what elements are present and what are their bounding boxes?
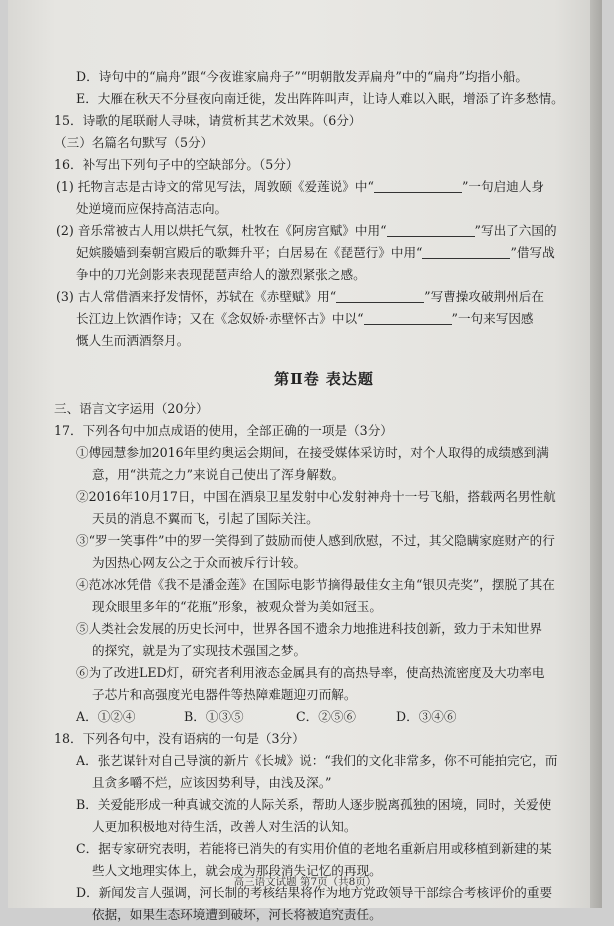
q16-item-2-cont2: 争中的刀光剑影来表现琵琶声给人的激烈紧张之感。 xyxy=(76,267,366,282)
question-17-stem: 17．下列各句中加点成语的使用，全部正确的一项是（3分） xyxy=(54,423,393,438)
q18-option-a-cont: 且贪多嚼不烂，应该因势利导，由浅及深。” xyxy=(92,775,332,790)
q17-sentence-6: ⑥为了改进LED灯，研究者利用液态金属具有的高热导率，使高热流密度及大功率电 xyxy=(76,665,545,680)
q16-item-3-cont2: 慨人生而洒酒祭月。 xyxy=(76,333,190,348)
q17-sentence-2-cont: 天员的消息不翼而飞，引起了国际关注。 xyxy=(92,511,319,526)
q18-option-a: A．张艺谋针对自己导演的新片《长城》说：“我们的文化非常多，你不可能拍完它，而 xyxy=(76,753,558,768)
question-15: 15．诗歌的尾联耐人寻味，请赏析其艺术效果。（6分） xyxy=(54,113,362,128)
q16-item-2: (2) 音乐常被古人用以烘托气氛，杜牧在《阿房宫赋》中用“ ”写出了六国的 xyxy=(56,223,557,238)
q16-item-3: (3) 古人常借酒来抒发情怀，苏轼在《赤壁赋》用“ ”写曹操攻破荆州后在 xyxy=(56,289,544,304)
q17-option-b: B．①③⑤ xyxy=(184,709,244,724)
question-18-stem: 18．下列各句中，没有语病的一句是（3分） xyxy=(54,731,305,746)
q17-sentence-2: ②2016年10月17日，中国在酒泉卫星发射中心发射神舟十一号飞船，搭载两名男性航 xyxy=(76,489,556,504)
fill-blank xyxy=(387,223,475,237)
q17-sentence-5-cont: 的探究，就是为了实现技术强国之梦。 xyxy=(92,643,307,658)
q17-options xyxy=(54,706,594,728)
q16-item-1: (1) 托物言志是古诗文的常见写法，周敦颐《爱莲说》中“ ”一句启迪人身 xyxy=(56,179,544,194)
q16-item-3-cont: 长江边上饮酒作诗；又在《念奴娇·赤壁怀古》中以“ ”一句来写因感 xyxy=(76,311,534,326)
q18-option-d: D．新闻发言人强调，河长制的考核结果将作为地方党政领导干部综合考核评价的重要 xyxy=(76,885,553,900)
q17-option-c: C．②⑤⑥ xyxy=(296,709,357,724)
q17-sentence-6-cont: 子芯片和高强度光电器件等热障难题迎刃而解。 xyxy=(92,687,357,702)
fill-blank xyxy=(422,245,510,259)
q14-option-e: E．大雁在秋天不分昼夜向南迁徙，发出阵阵叫声，让诗人难以入眠，增添了许多愁情。 xyxy=(76,91,564,106)
q17-sentence-4-cont: 现众眼里多年的“花瓶”形象，被观众誉为美如冠玉。 xyxy=(92,599,382,614)
q14-option-d: D．诗句中的“扁舟”跟“今夜谁家扁舟子”“明朝散发弄扁舟”中的“扁舟”均指小船。 xyxy=(76,69,529,84)
q17-sentence-3-cont: 为因热心网友公之于众而被斥行计较。 xyxy=(92,555,307,570)
q18-option-b: B．关爱能形成一种真诚交流的人际关系，帮助人逐步脱离孤独的困境，同时，关爱使 xyxy=(76,797,552,812)
q17-sentence-1-cont: 意，用“洪荒之力”来说自己使出了浑身解数。 xyxy=(92,467,345,482)
q17-sentence-1: ①傅园慧参加2016年里约奥运会期间，在接受媒体采访时，对个人取得的成绩感到满 xyxy=(76,445,549,460)
q18-option-b-cont: 人更加积极地对待生活，改善人对生活的认知。 xyxy=(92,819,357,834)
section-language-heading: 三、语言文字运用（20分） xyxy=(54,401,209,416)
page-content xyxy=(54,66,594,926)
q17-sentence-3: ③“罗一笑事件”中的罗一笑得到了鼓励而使人感到欣慰，不过，其父隐瞒家庭财产的行 xyxy=(76,533,555,548)
q18-option-c: C．据专家研究表明，若能将已消失的有实用价值的老地名重新启用或移植到新建的某 xyxy=(76,841,552,856)
fill-blank xyxy=(364,311,452,325)
exam-page xyxy=(8,0,602,922)
q16-item-2-cont: 妃嫔媵嫱到秦朝宫殿后的歌舞升平；白居易在《琵琶行》中用“ ”借写战 xyxy=(76,245,555,260)
q17-sentence-5: ⑤人类社会发展的历史长河中，世界各国不遗余力地推进科技创新，致力于未知世界 xyxy=(76,621,542,636)
question-16-stem: 16．补写出下列句子中的空缺部分。（5分） xyxy=(54,157,299,172)
q17-option-d: D．③④⑥ xyxy=(396,709,457,724)
part-2-title: 第Ⅱ卷 表达题 xyxy=(274,370,374,388)
q18-option-d-cont: 依据，如果生态环境遭到破坏，河长将被追究责任。 xyxy=(92,907,382,922)
q18-option-c-cont: 些人文地理实体上，就会成为那段消失记忆的再现。 xyxy=(92,863,382,878)
section-3-heading: （三）名篇名句默写（5分） xyxy=(54,135,214,150)
fill-blank xyxy=(374,179,462,193)
fill-blank xyxy=(336,289,424,303)
q17-option-a: A．①②④ xyxy=(76,709,136,724)
q17-sentence-4: ④范冰冰凭借《我不是潘金莲》在国际电影节摘得最佳女主角“银贝壳奖”，摆脱了其在 xyxy=(76,577,555,592)
q16-item-1-cont: 处逆境而应保持高洁志向。 xyxy=(76,201,228,216)
page-footer: 高三语文试题 第7页（共8页） xyxy=(233,876,377,888)
